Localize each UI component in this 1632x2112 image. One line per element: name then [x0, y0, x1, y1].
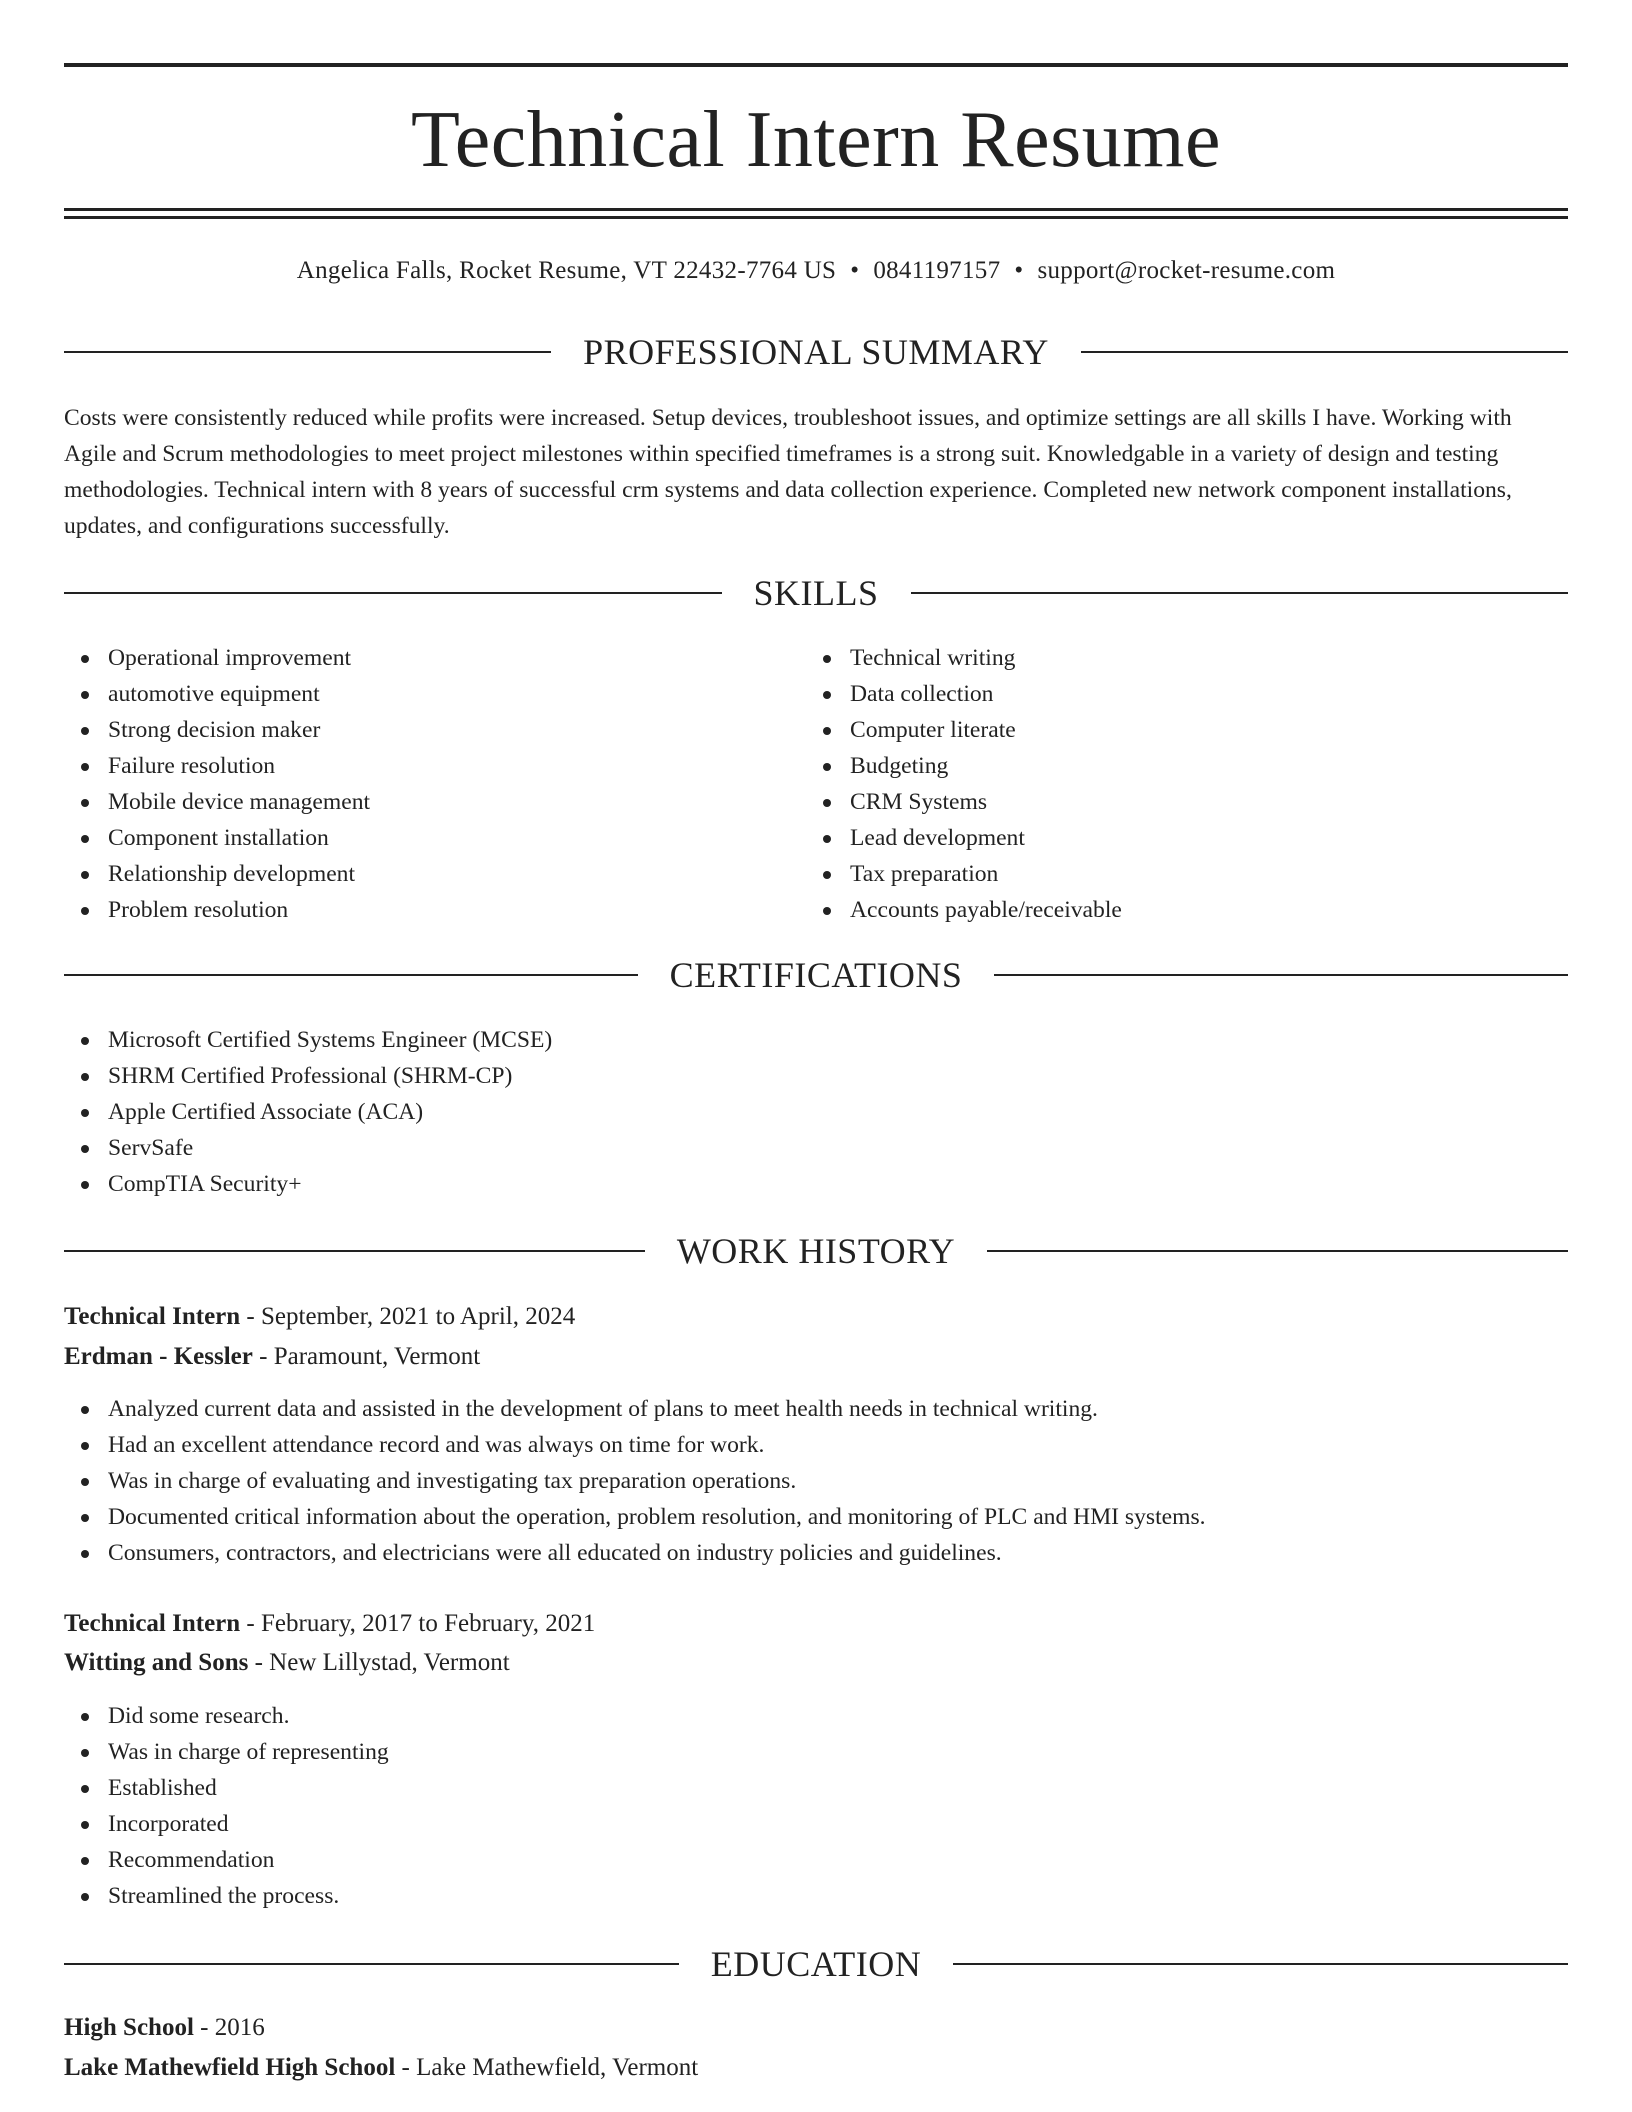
summary-heading-label: PROFESSIONAL SUMMARY	[583, 332, 1049, 372]
page-title: Technical Intern Resume	[410, 96, 1221, 184]
contact-address: Angelica Falls, Rocket Resume, VT 22432-7764 US	[296, 257, 837, 284]
certification-item: SHRM Certified Professional (SHRM-CP)	[64, 1058, 1064, 1094]
education-degree-line	[64, 2010, 1568, 2046]
certifications-heading-label: CERTIFICATIONS	[669, 955, 963, 995]
job-bullet: Documented critical information about the operation, problem resolution, and monitoring of PLC and HMI systems.	[64, 1499, 1464, 1535]
job-bullet: Consumers, contractors, and electricians were all educated on industry policies and guidelines.	[64, 1535, 1464, 1571]
contact-separator: •	[850, 257, 860, 284]
job-bullet: Did some research.	[64, 1698, 1464, 1734]
skill-item: Accounts payable/receivable	[806, 892, 1506, 928]
heading-rule	[987, 1250, 1568, 1252]
skill-item: Mobile device management	[64, 784, 764, 820]
job-dates: - September, 2021 to April, 2024	[240, 1303, 576, 1330]
certification-item: CompTIA Security+	[64, 1166, 1064, 1202]
skills-list-right	[806, 640, 1506, 928]
skill-item: Strong decision maker	[64, 712, 764, 748]
contact-separator: •	[1014, 257, 1024, 284]
job-bullets	[64, 1391, 1464, 1571]
job-dates: - February, 2017 to February, 2021	[240, 1610, 596, 1637]
education-school-line	[64, 2050, 1568, 2086]
certifications-list	[64, 1022, 1064, 1202]
certifications-heading	[64, 953, 1568, 997]
heading-rule	[64, 1250, 645, 1252]
heading-rule	[1081, 351, 1568, 353]
skill-item: Tax preparation	[806, 856, 1506, 892]
skill-item: automotive equipment	[64, 676, 764, 712]
heading-rule	[953, 1963, 1568, 1965]
education-location: - Lake Mathewfield, Vermont	[395, 2054, 699, 2081]
education-school: Lake Mathewfield High School	[64, 2054, 396, 2081]
job-company: Erdman - Kessler	[64, 1343, 253, 1370]
job-bullet: Was in charge of evaluating and investigating tax preparation operations.	[64, 1463, 1464, 1499]
skill-item: Component installation	[64, 820, 764, 856]
work-history-heading	[64, 1229, 1568, 1273]
heading-rule	[64, 1963, 679, 1965]
job-location: - Paramount, Vermont	[252, 1343, 481, 1370]
job-bullet: Established	[64, 1770, 1464, 1806]
job-company-line	[64, 1645, 1568, 1681]
heading-rule	[994, 974, 1568, 976]
skill-item: Data collection	[806, 676, 1506, 712]
title-rule-lower	[64, 216, 1568, 219]
title-rule-upper	[64, 208, 1568, 211]
skills-list-left	[64, 640, 764, 928]
job-title-line	[64, 1299, 1568, 1335]
contact-line	[64, 254, 1568, 288]
contact-phone: 0841197157	[873, 257, 1001, 284]
summary-heading	[64, 330, 1568, 374]
skill-item: Budgeting	[806, 748, 1506, 784]
job-company-line	[64, 1339, 1568, 1375]
skill-item: Technical writing	[806, 640, 1506, 676]
work-history-heading-label: WORK HISTORY	[676, 1231, 956, 1271]
education-year: - 2016	[193, 2014, 265, 2041]
heading-rule	[911, 592, 1569, 594]
job-title: Technical Intern	[64, 1610, 241, 1637]
job-bullet: Had an excellent attendance record and was always on time for work.	[64, 1427, 1464, 1463]
skill-item: Problem resolution	[64, 892, 764, 928]
job-company: Witting and Sons	[64, 1649, 249, 1676]
job-location: - New Lillystad, Vermont	[248, 1649, 510, 1676]
heading-rule	[64, 592, 722, 594]
skill-item: Relationship development	[64, 856, 764, 892]
certification-item: ServSafe	[64, 1130, 1064, 1166]
skill-item: Lead development	[806, 820, 1506, 856]
skills-heading-label: SKILLS	[753, 573, 879, 613]
job-title-line	[64, 1606, 1568, 1642]
heading-rule	[64, 351, 551, 353]
certification-item: Microsoft Certified Systems Engineer (MCSE)	[64, 1022, 1064, 1058]
contact-email: support@rocket-resume.com	[1037, 257, 1336, 284]
skill-item: Failure resolution	[64, 748, 764, 784]
job-bullets	[64, 1698, 1464, 1914]
skill-item: Operational improvement	[64, 640, 764, 676]
skill-item: Computer literate	[806, 712, 1506, 748]
skills-heading	[64, 571, 1568, 615]
job-title: Technical Intern	[64, 1303, 241, 1330]
job-bullet: Recommendation	[64, 1842, 1464, 1878]
summary-text: Costs were consistently reduced while profits were increased. Setup devices, troubleshoot issues, and optimize settings are all skills I have. Working with Agile and Scrum methodologies to meet project milestones within specified timeframes is a strong suit. Knowledgable in a variety of design and testing methodologies. Technical intern with 8 years of successful crm systems and data collection experience. Completed new network component installations, updates, and configurations successfully.	[64, 405, 1512, 539]
job-bullet: Streamlined the process.	[64, 1878, 1464, 1914]
skill-item: CRM Systems	[806, 784, 1506, 820]
top-rule	[64, 63, 1568, 67]
job-bullet: Was in charge of representing	[64, 1734, 1464, 1770]
education-heading-label: EDUCATION	[710, 1944, 922, 1984]
job-bullet: Analyzed current data and assisted in the development of plans to meet health needs in technical writing.	[64, 1391, 1464, 1427]
education-degree: High School	[64, 2014, 194, 2041]
job-bullet: Incorporated	[64, 1806, 1464, 1842]
certification-item: Apple Certified Associate (ACA)	[64, 1094, 1064, 1130]
education-heading	[64, 1942, 1568, 1986]
heading-rule	[64, 974, 638, 976]
